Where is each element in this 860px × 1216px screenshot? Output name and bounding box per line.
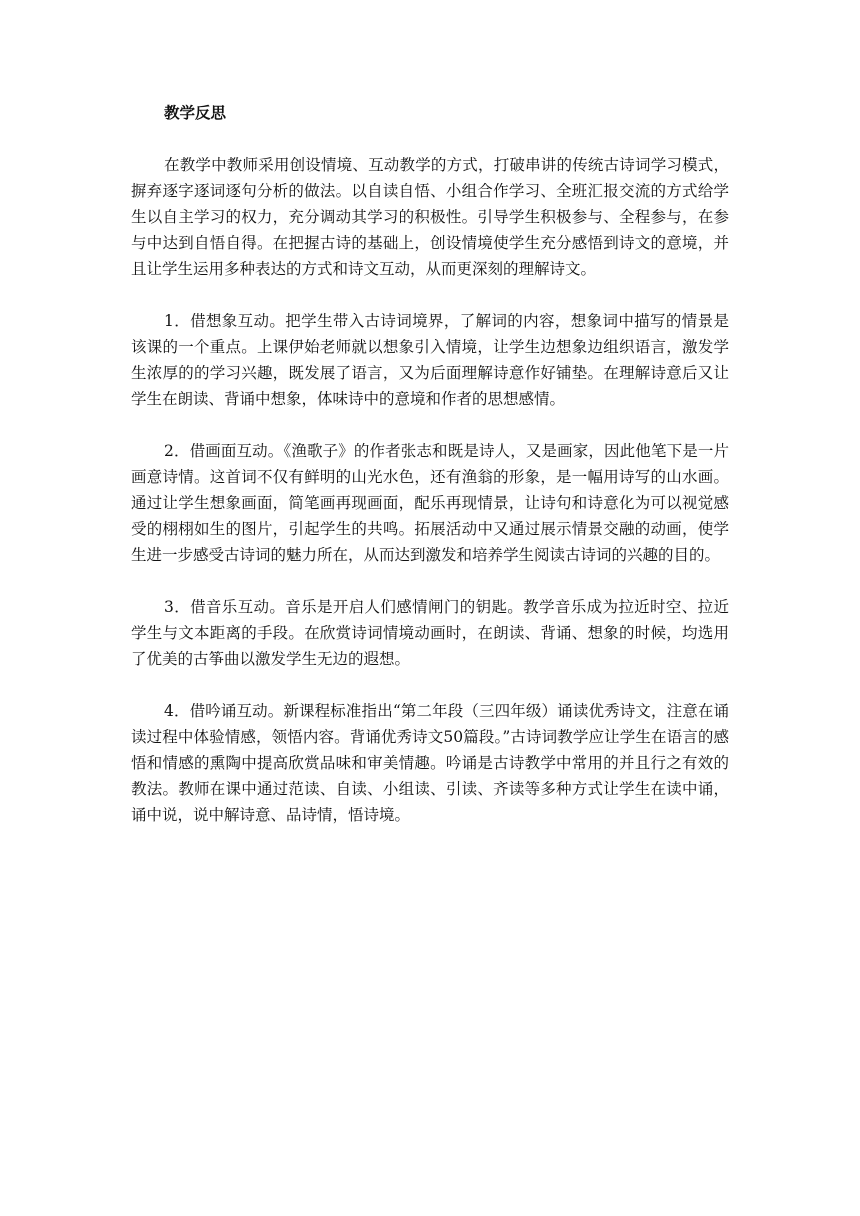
paragraph-intro: 在教学中教师采用创设情境、互动教学的方式，打破串讲的传统古诗词学习模式，摒弃逐字逐词逐句分析的做法。以自读自悟、小组合作学习、全班汇报交流的方式给学生以自主学习的权力，充分调动其学习的积极性。引导学生积极参与、全程参与，在参与中达到自悟自得。在把握古诗的基础上，创设情境使学生充分感悟到诗文的意境，并且让学生运用多种表达的方式和诗文互动，从而更深刻的理解诗文。: [131, 156, 729, 278]
paragraph-picture-interaction: 2．借画面互动。《渔歌子》的作者张志和既是诗人，又是画家，因此他笔下是一片画意诗情。这首词不仅有鲜明的山光水色，还有渔翁的形象，是一幅用诗写的山水画。通过让学生想象画面，简笔画再现画面，配乐再现情景，让诗句和诗意化为可以视觉感受的栩栩如生的图片，引起学生的共鸣。拓展活动中又通过展示情景交融的动画，使学生进一步感受古诗词的魅力所在，从而达到激发和培养学生阅读古诗词的兴趣的目的。: [131, 442, 729, 564]
document-title: 教学反思: [164, 103, 227, 122]
paragraph-imagination-interaction: 1．借想象互动。把学生带入古诗词境界，了解词的内容，想象词中描写的情景是该课的一个重点。上课伊始老师就以想象引入情境，让学生边想象边组织语言，激发学生浓厚的的学习兴趣，既发展了语言，又为后面理解诗意作好铺垫。在理解诗意后又让学生在朗读、背诵中想象，体味诗中的意境和作者的思想感情。: [131, 312, 729, 408]
paragraph-music-interaction: 3．借音乐互动。音乐是开启人们感情闸门的钥匙。教学音乐成为拉近时空、拉近学生与文本距离的手段。在欣赏诗词情境动画时，在朗读、背诵、想象的时候，均选用了优美的古筝曲以激发学生无边的遐想。: [131, 598, 729, 668]
document-page: [131, 100, 729, 854]
paragraph-recitation-interaction: 4．借吟诵互动。新课程标准指出“第二年段（三四年级）诵读优秀诗文，注意在诵读过程中体验情感，领悟内容。背诵优秀诗文50篇段。”古诗词教学应让学生在语言的感悟和情感的熏陶中提高欣赏品味和审美情趣。吟诵是古诗教学中常用的并且行之有效的教法。教师在课中通过范读、自读、小组读、引读、齐读等多种方式让学生在读中诵，诵中说，说中解诗意、品诗情，悟诗境。: [131, 702, 729, 824]
